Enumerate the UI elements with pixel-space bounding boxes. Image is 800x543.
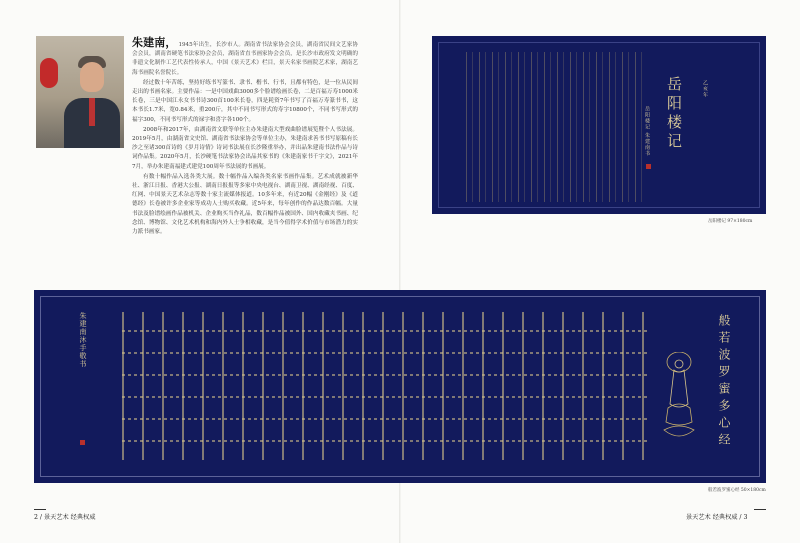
artwork-title: 岳阳楼记	[665, 76, 683, 152]
bio-paragraph-1: 经过数十年苦练，坚持好练书写篆书、隶书、楷书、行书，且都有特色，是一位从民间走出的书画名家。主要作品：一是中国戏曲3000多个脸谱绘画长卷，二是百福万寿1000米长卷，三是中国江永女书书诗300首100米长卷，四是耗资7年书写了百福万寿篆书书，这本书长1.7米，宽0.84米，重200斤，其中不同书写形式的寿字10800个，不同书写形式的福字300，不同书写形式的禄字和喜字各100个。	[132, 79, 358, 123]
footer-left-page-number: 2 / 景天艺术 经典权威	[34, 514, 96, 521]
opera-mask-decoration	[40, 58, 58, 88]
seal-stamp	[80, 440, 85, 445]
artist-portrait-photo	[36, 36, 124, 148]
artwork-caption: 岳阳楼记 97×180cm	[708, 219, 753, 224]
calligraphy-artwork-yueyanglou	[432, 36, 766, 214]
bio-paragraph-2: 2008年和2017年，由湖南省文联等单位主办朱建南大型戏曲脸谱展览暨个人书法展。2019年5月，由湖南省文史馆、湖南省书法家协会等单位主办，朱建南求善书书写原稿有长沙之至诸300首诗的《岁月诗情》诗词书法展在长沙隆重举办，并出品朱建南书法作品与诗词作品集。2020年5月，长沙硬笔书法家协会出品其家书的《朱建南家书千字文》，2021年7月，举办朱建南福建式建党100周年书法展的书画展。	[132, 126, 358, 170]
artwork-signature: 岳阳楼记 朱建南书	[644, 106, 650, 157]
artist-name: 朱建南，	[132, 36, 177, 49]
seal-stamp	[646, 164, 651, 169]
artwork-signature: 朱建南沐手敬书	[79, 312, 87, 368]
bio-paragraph-3: 有数十幅作品入选各类大展。数十幅作品入编各类名家书画作品集。艺术成就被新华社、浙江日报、香港大公报、湖南日报报等多家中央电视台、湖南卫视、湖南经视、百度、红网、中国景天艺术杂志等数十家主流媒体报道。10多年来，有近20幅《金刚经》及《道德经》长卷被许多企业家等成功人士购买收藏。近5年来，每年创作的作品达数百幅。大量书法及脸谱绘画作品被机关、企业购买当作礼品，数百幅作品被国外、国内收藏夹书画、纪念馆、博物馆、文化艺术机构和海内外人士争相收藏，是当今值得学术价值与市场潜力的实力派书画家。	[132, 173, 358, 236]
artist-biography	[132, 38, 358, 238]
guanyin-figure-illustration	[662, 352, 696, 448]
artwork-caption: 般若波罗蜜心经 50×180cm	[708, 488, 766, 493]
calligraphy-artwork-heart-sutra	[34, 290, 766, 483]
footer-right-page-number: 景天艺术 经典权威 / 3	[686, 514, 748, 521]
artwork-title: 般若波罗蜜多心经	[717, 314, 731, 450]
bio-intro: 1945年出生，长沙市人。湖南省书法家协会会员，湖南省民间文艺家协会会员，湖南省硬笔书法家协会会员，湖南省直书画家协会会员，是长沙市政府发文明确的非遗文化制作工艺代表性传承人，中国《景天艺术》栏目，景天名家书画院艺术家，湖南艺海书画院名誉院长。	[132, 42, 358, 76]
artwork-inscription: 乙亥年	[702, 80, 708, 98]
